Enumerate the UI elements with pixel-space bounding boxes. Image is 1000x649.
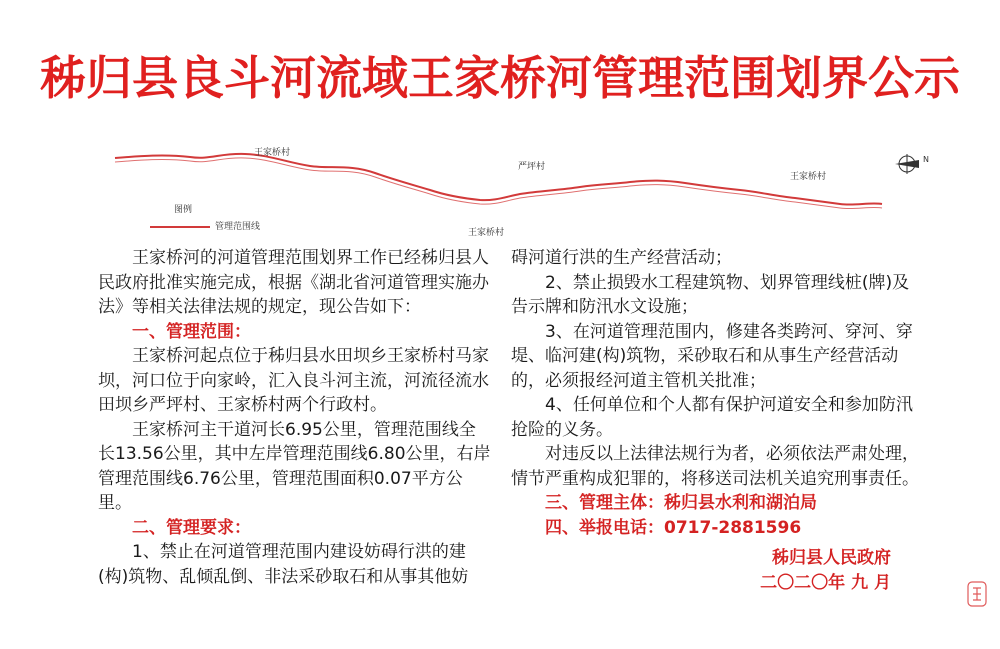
section4-hotline: 四、举报电话：0717-2881596 — [545, 517, 802, 538]
map-label-village: 王家桥村 — [790, 172, 827, 182]
section1-heading: 一、管理范围： — [132, 321, 251, 342]
legend-label: 管理范围线 — [215, 222, 261, 232]
management-boundary-line — [115, 154, 882, 205]
legend-title: 图例 — [174, 205, 193, 215]
left-column — [98, 246, 491, 589]
map-label-village: 王家桥村 — [468, 228, 505, 238]
map-label-village: 王家桥村 — [254, 148, 291, 158]
right-column — [511, 246, 921, 595]
section2-item1-continued: 碍河道行洪的生产经营活动； — [511, 248, 732, 268]
penalty-paragraph: 对违反以上法律法规行为者，必须依法严肃处理，情节严重构成犯罪的，将移送司法机关追究刑事责任。 — [511, 444, 919, 489]
section3-authority: 三、管理主体：秭归县水利和湖泊局 — [545, 493, 817, 513]
north-label: N — [923, 155, 929, 164]
section2-item4: 4、任何单位和个人都有保护河道安全和参加防汛抢险的义务。 — [511, 395, 913, 440]
section2-heading: 二、管理要求： — [132, 517, 251, 538]
legend-line-swatch — [150, 226, 210, 228]
section2-item3: 3、在河道管理范围内，修建各类跨河、穿河、穿堤、临河建(构)筑物，采砂取石和从事生产经营活动的，必须报经河道主管机关批准； — [511, 321, 913, 391]
section1-paragraph2: 王家桥河主干道河长6.95公里，管理范围线全长13.56公里，其中左岸管理范围线6.80公里，右岸管理范围线6.76公里，管理范围面积0.07平方公里。 — [98, 419, 491, 513]
notice-title: 秭归县良斗河流域王家桥河管理范围划界公示 — [40, 51, 960, 105]
section2-item2: 2、禁止损毁水工程建筑物、划界管理线桩(牌)及告示牌和防汛水文设施； — [511, 272, 910, 317]
north-arrow-icon — [893, 150, 933, 178]
map-label-village: 严坪村 — [518, 162, 546, 172]
intro-paragraph: 王家桥河的河道管理范围划界工作已经秭归县人民政府批准实施完成，根据《湖北省河道管理实施办法》等相关法律法规的规定，现公告如下： — [98, 248, 489, 317]
section1-paragraph1: 王家桥河起点位于秭归县水田坝乡王家桥村马家坝，河口位于向家岭，汇入良斗河主流，河流径流水田坝乡严坪村、王家桥村两个行政村。 — [98, 346, 489, 415]
section2-item1: 1、禁止在河道管理范围内建设妨碍行洪的建(构)筑物、乱倾乱倒、非法采砂取石和从事其他妨 — [98, 542, 469, 587]
issuer-name: 秭归县人民政府 — [772, 548, 891, 568]
seal-stamp-icon — [966, 580, 988, 608]
issue-date: 二〇二〇年 九 月 — [760, 572, 891, 593]
